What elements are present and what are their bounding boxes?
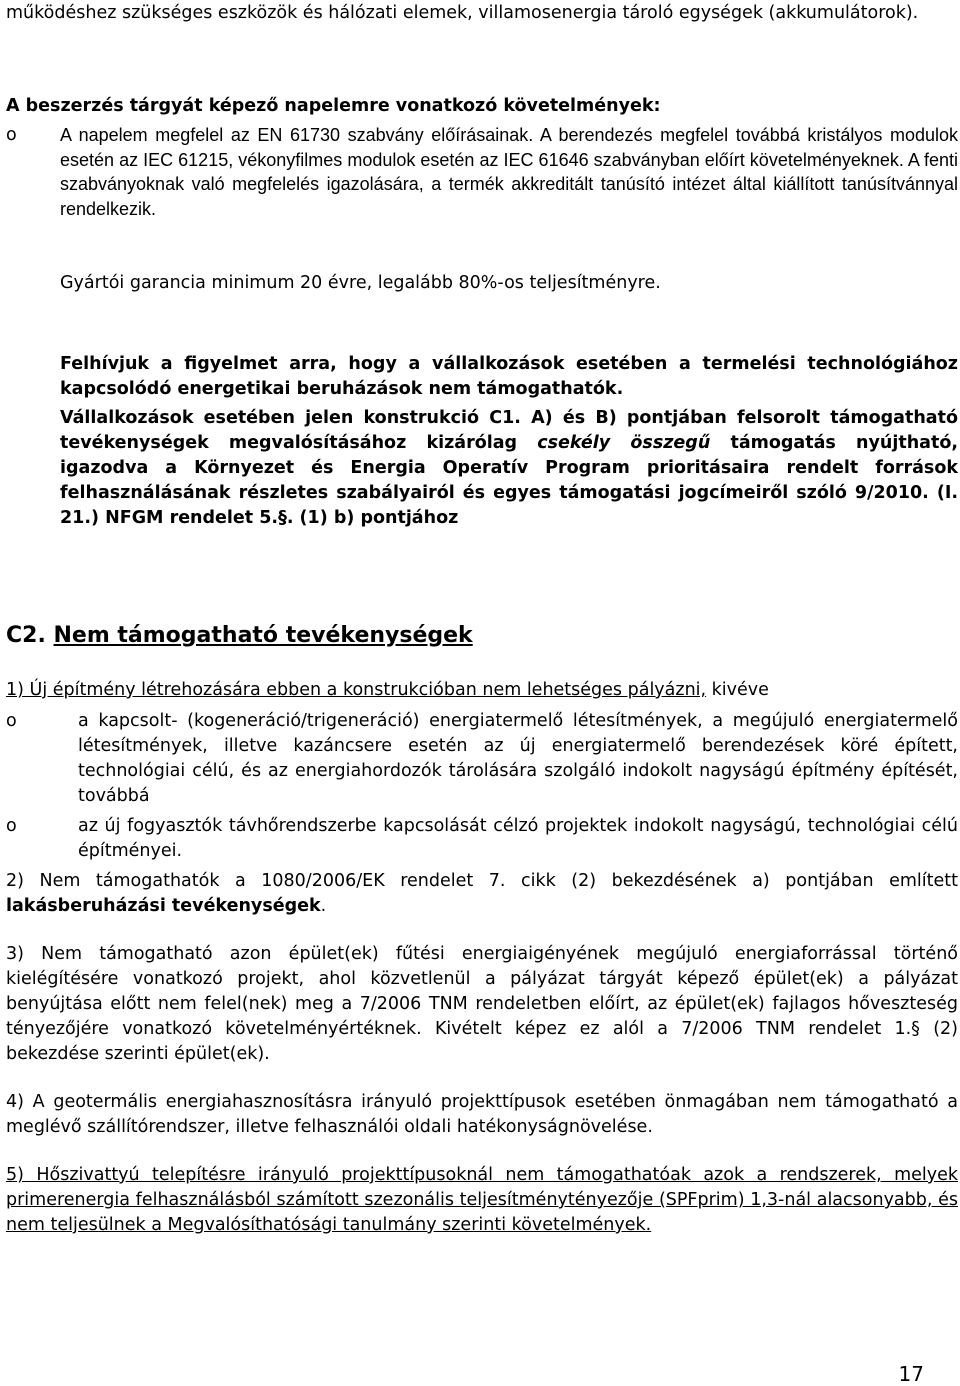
item-5-text: 5) Hőszivattyú telepítésre irányuló projekttípusoknál nem támogathatóak azok a rendszerek, melyek primerenergia felhasználásból számított szezonális teljesítménytényezője (SPFprim) 1,3-nál alacsonyabb, és nem teljesülnek a Megvalósíthatósági tanulmány szerinti követelmények.: [6, 1165, 958, 1235]
sub-bullet-marker-2: o: [6, 816, 17, 836]
section-title: Nem támogatható tevékenységek: [53, 623, 473, 648]
item-2-bold: lakásberuházási tevékenységek: [6, 896, 321, 916]
item-2-text: 2) Nem támogathatók a 1080/2006/EK rendelet 7. cikk (2) bekezdésének a) pontjában említett: [6, 871, 958, 891]
item-1-sub-2: [78, 814, 958, 864]
requirements-heading: A beszerzés tárgyát képező napelemre vonatkozó követelmények:: [6, 96, 661, 116]
intro-paragraph: [6, 1, 958, 26]
item-1-sub-1: [78, 709, 958, 809]
item-3: [6, 942, 958, 1067]
page-number: 17: [898, 1362, 924, 1386]
item-4-text: 4) A geotermális energiahasznosításra irányuló projekttípusok esetében önmagában nem támogatható a meglévő szállítórendszer, illetve felhasználói oldali hatékonyságnövelése.: [6, 1092, 958, 1137]
item-1-rest: kivéve: [706, 680, 769, 700]
bullet-marker: o: [6, 125, 17, 145]
notice-paragraph-2-text-b: támogatás nyújtható, igazodva a Környezet és Energia Operatív Program prioritásaira rendelt források felhasználásának részletes szabályairól és egyes támogatási jogcímeiről szóló 9/2010. (I. 21.) NFGM rendelet 5.§. (1) b) pontjához: [60, 433, 958, 528]
item-2: [6, 869, 958, 919]
section-code: C2.: [6, 623, 46, 648]
item-1-underlined: 1) Új építmény létrehozására ebben a konstrukcióban nem lehetséges pályázni,: [6, 680, 707, 700]
requirements-item-text: A napelem megfelel az EN 61730 szabvány előírásainak. A berendezés megfelel továbbá kristályos modulok esetén az IEC 61215, vékonyfilmes modulok esetén az IEC 61646 szabványban előírt követelményeknek. A fenti szabványoknak való megfelelés igazolására, a termék akkreditált tanúsító intézet által kiállított tanúsítvánnyal rendelkezik.: [60, 125, 958, 219]
item-4: [6, 1090, 958, 1140]
intro-text: működéshez szükséges eszközök és hálózati elemek, villamosenergia tároló egységek (akkumulátorok).: [6, 3, 919, 23]
warranty-text: Gyártói garancia minimum 20 évre, legalább 80%-os teljesítményre.: [60, 273, 661, 293]
notice-paragraph-2: [60, 406, 958, 531]
notice-paragraph-2-emphasis: csekély összegű: [537, 433, 711, 453]
notice-paragraph-1: [60, 352, 958, 402]
section-heading-c2: [6, 622, 958, 650]
item-1-sub-2-text: az új fogyasztók távhőrendszerbe kapcsolását célzó projektek indokolt nagyságú, technológiai célú építményei.: [78, 816, 958, 861]
item-1-sub-1-text: a kapcsolt- (kogeneráció/trigeneráció) energiatermelő létesítmények, a megújuló energiatermelő létesítmények, illetve kazáncsere esetén az új energiatermelő berendezések köré épített, technológiai célú, és az energiahordozók tárolására szolgáló indokolt nagyságú építmény építését, továbbá: [78, 711, 958, 806]
notice-paragraph-2-text-a: Vállalkozások esetében jelen konstrukció C1. A) és B) pontjában felsorolt támogatható tevékenységek megvalósításához kizárólag: [60, 408, 958, 453]
item-2-end: .: [320, 896, 327, 916]
item-5: [6, 1163, 958, 1238]
notice-paragraph-1-text: Felhívjuk a figyelmet arra, hogy a vállalkozások esetében a termelési technológiához kapcsolódó energetikai beruházások nem támogathatók.: [60, 354, 958, 399]
sub-bullet-marker-1: o: [6, 711, 17, 731]
requirements-item: [60, 123, 958, 221]
item-3-text: 3) Nem támogatható azon épület(ek) fűtési energiaigényének megújuló energiaforrással történő kielégítésére vonatkozó projekt, ahol közvetlenül a pályázat tárgyát képező épület(ek) a pályázat benyújtása előtt nem felel(nek) meg a 7/2006 TNM rendeletben előírt, az épület(ek) fajlagos hőveszteség tényezőjére vonatkozó követelményértéknek. Kivételt képez ez alól a 7/2006 TNM rendelet 1.§ (2) bekezdése szerinti épület(ek).: [6, 944, 958, 1064]
item-1: [6, 678, 958, 703]
